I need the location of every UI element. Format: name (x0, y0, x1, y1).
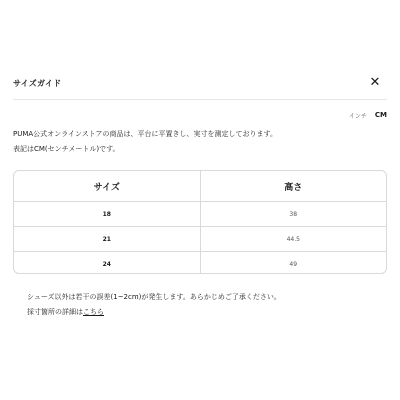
note-line-1: シューズ以外は若干の誤差(1~2cm)が発生します。あらかじめご了承ください。 (27, 293, 281, 301)
column-header-height: 高さ (200, 171, 387, 201)
intro-text (13, 127, 277, 157)
cell-height: 44.5 (200, 227, 387, 251)
table-row (14, 251, 386, 274)
cell-size: 21 (102, 235, 111, 243)
intro-line-2: 表記はCM(センチメートル)です。 (13, 145, 120, 153)
table-row (14, 201, 386, 226)
intro-line-1: PUMA公式オンラインストアの商品は、平台に平置きし、実寸を測定しております。 (13, 130, 277, 138)
measurement-details-link[interactable]: こちら (83, 308, 104, 316)
size-guide-title: サイズガイド (13, 79, 62, 88)
cell-size: 24 (102, 260, 111, 268)
cell-size: 18 (102, 210, 111, 218)
cell-height: 38 (200, 202, 387, 226)
close-icon[interactable]: ✕ (369, 75, 381, 90)
size-table (13, 170, 387, 274)
header-divider (13, 99, 387, 100)
note-line-2-prefix: 採寸箇所の詳細は (27, 308, 83, 316)
unit-inch-button[interactable]: インチ (348, 112, 367, 120)
cell-height: 49 (200, 252, 387, 274)
column-header-size: サイズ (93, 182, 120, 193)
unit-cm-button[interactable]: CM (374, 111, 387, 119)
unit-toggle (349, 109, 387, 121)
size-guide-header (13, 74, 387, 96)
note-text (27, 290, 281, 320)
table-row (14, 226, 386, 251)
note-line-2 (27, 305, 281, 320)
table-header-row (14, 171, 386, 201)
